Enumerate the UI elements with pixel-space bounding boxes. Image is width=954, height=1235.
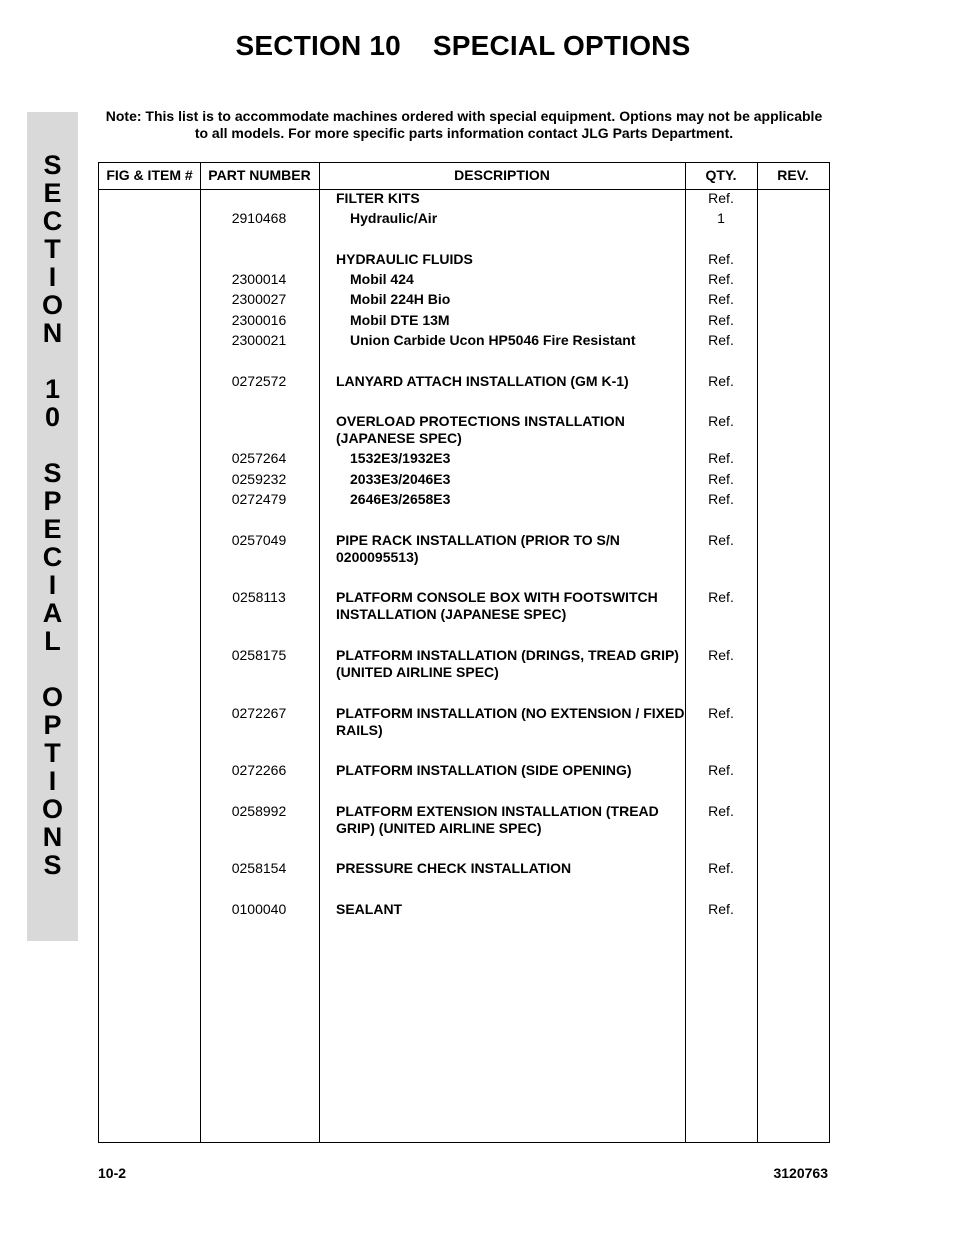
qty-cell: Ref. [708, 251, 734, 267]
footer-page-number: 10-2 [98, 1165, 127, 1181]
footer-doc-number: 3120763 [773, 1165, 828, 1181]
column-header-qty: QTY. [705, 167, 737, 183]
part-number-cell: 0257049 [231, 532, 287, 548]
part-number-cell: 2300016 [231, 312, 287, 328]
description-cell: Union Carbide Ucon HP5046 Fire Resistant [350, 332, 636, 348]
side-tab-letter: O [41, 290, 63, 320]
description-cell: 2033E3/2046E3 [350, 471, 451, 487]
side-tab-letter: A [42, 598, 63, 628]
column-header-description: DESCRIPTION [454, 167, 550, 183]
part-number-cell: 2910468 [231, 210, 287, 226]
side-tab-letter: N [42, 822, 63, 852]
qty-cell: Ref. [708, 190, 734, 206]
column-divider [319, 163, 320, 1142]
side-tab-letter: N [42, 318, 63, 348]
part-number-cell: 2300014 [231, 271, 287, 287]
part-number-cell: 0272266 [231, 762, 287, 778]
side-tab-letter: L [44, 626, 61, 656]
part-number-cell: 0258175 [231, 647, 287, 663]
qty-cell: Ref. [708, 413, 734, 429]
side-tab-letter: E [43, 514, 62, 544]
description-cell: Mobil 224H Bio [350, 291, 451, 307]
description-cell: PLATFORM CONSOLE BOX WITH FOOTSWITCH INSTALLATION (JAPANESE SPEC) [336, 589, 658, 622]
section-side-tab [27, 112, 78, 941]
description-cell: 2646E3/2658E3 [350, 491, 451, 507]
qty-cell: Ref. [708, 332, 734, 348]
qty-cell: Ref. [708, 901, 734, 917]
qty-cell: Ref. [708, 647, 734, 663]
part-number-cell: 0258992 [231, 803, 287, 819]
description-cell: 1532E3/1932E3 [350, 450, 451, 466]
qty-cell: Ref. [708, 491, 734, 507]
side-tab-letter: 1 [44, 374, 61, 404]
note-text: Note: This list is to accommodate machines ordered with special equipment. Options may not be applicable to all models. For more specific parts information contact JLG Parts Department. [105, 108, 823, 141]
qty-cell: Ref. [708, 291, 734, 307]
description-cell: Mobil 424 [350, 271, 414, 287]
part-number-cell: 2300027 [231, 291, 287, 307]
qty-cell: Ref. [708, 450, 734, 466]
part-number-cell: 0259232 [231, 471, 287, 487]
qty-cell: 1 [717, 210, 725, 226]
part-number-cell: 0258154 [231, 860, 287, 876]
column-header-part-number: PART NUMBER [208, 167, 311, 183]
side-tab-letter: O [41, 682, 63, 712]
part-number-cell: 0272572 [231, 373, 287, 389]
side-tab-letter: E [43, 178, 62, 208]
side-tab-letter: P [43, 710, 62, 740]
description-cell: PRESSURE CHECK INSTALLATION [336, 860, 572, 876]
qty-cell: Ref. [708, 312, 734, 328]
column-header-rev: REV. [777, 167, 809, 183]
description-cell: Hydraulic/Air [350, 210, 438, 226]
column-divider [757, 163, 758, 1142]
description-cell: PIPE RACK INSTALLATION (PRIOR TO S/N 0200095513) [336, 532, 620, 565]
side-tab-letter: I [48, 570, 57, 600]
part-number-cell: 0257264 [231, 450, 287, 466]
qty-cell: Ref. [708, 373, 734, 389]
page-title: SECTION 10 SPECIAL OPTIONS [235, 30, 691, 61]
description-cell: PLATFORM INSTALLATION (SIDE OPENING) [336, 762, 632, 778]
side-tab-letter: C [42, 542, 63, 572]
side-tab-letter: S [43, 458, 62, 488]
description-cell: PLATFORM INSTALLATION (NO EXTENSION / FIXED RAILS) [336, 705, 685, 738]
part-number-cell: 0100040 [231, 901, 287, 917]
qty-cell: Ref. [708, 705, 734, 721]
part-number-cell: 0272479 [231, 491, 287, 507]
description-cell: PLATFORM INSTALLATION (DRINGS, TREAD GRIP) (UNITED AIRLINE SPEC) [336, 647, 679, 680]
side-tab-letter: O [41, 794, 63, 824]
side-tab-letter: C [42, 206, 63, 236]
qty-cell: Ref. [708, 471, 734, 487]
side-tab-letter: T [44, 738, 61, 768]
qty-cell: Ref. [708, 860, 734, 876]
side-tab-letter: T [44, 234, 61, 264]
side-tab-letter: S [43, 150, 62, 180]
parts-table [98, 162, 830, 1143]
description-cell: FILTER KITS [336, 190, 420, 206]
qty-cell: Ref. [708, 589, 734, 605]
qty-cell: Ref. [708, 271, 734, 287]
side-tab-letter: S [43, 850, 62, 880]
qty-cell: Ref. [708, 803, 734, 819]
part-number-cell: 0272267 [231, 705, 287, 721]
description-cell: SEALANT [336, 901, 403, 917]
column-header-fig-item: FIG & ITEM # [106, 167, 193, 183]
description-cell: OVERLOAD PROTECTIONS INSTALLATION (JAPANESE SPEC) [336, 413, 625, 446]
description-cell: Mobil DTE 13M [350, 312, 450, 328]
description-cell: HYDRAULIC FLUIDS [336, 251, 473, 267]
side-tab-letter: P [43, 486, 62, 516]
side-tab-letter: I [48, 262, 57, 292]
part-number-cell: 0258113 [232, 589, 286, 605]
qty-cell: Ref. [708, 762, 734, 778]
description-cell: PLATFORM EXTENSION INSTALLATION (TREAD GRIP) (UNITED AIRLINE SPEC) [336, 803, 659, 836]
side-tab-letter: I [48, 766, 57, 796]
qty-cell: Ref. [708, 532, 734, 548]
description-cell: LANYARD ATTACH INSTALLATION (GM K-1) [336, 373, 629, 389]
part-number-cell: 2300021 [231, 332, 287, 348]
side-tab-letter: 0 [44, 402, 61, 432]
